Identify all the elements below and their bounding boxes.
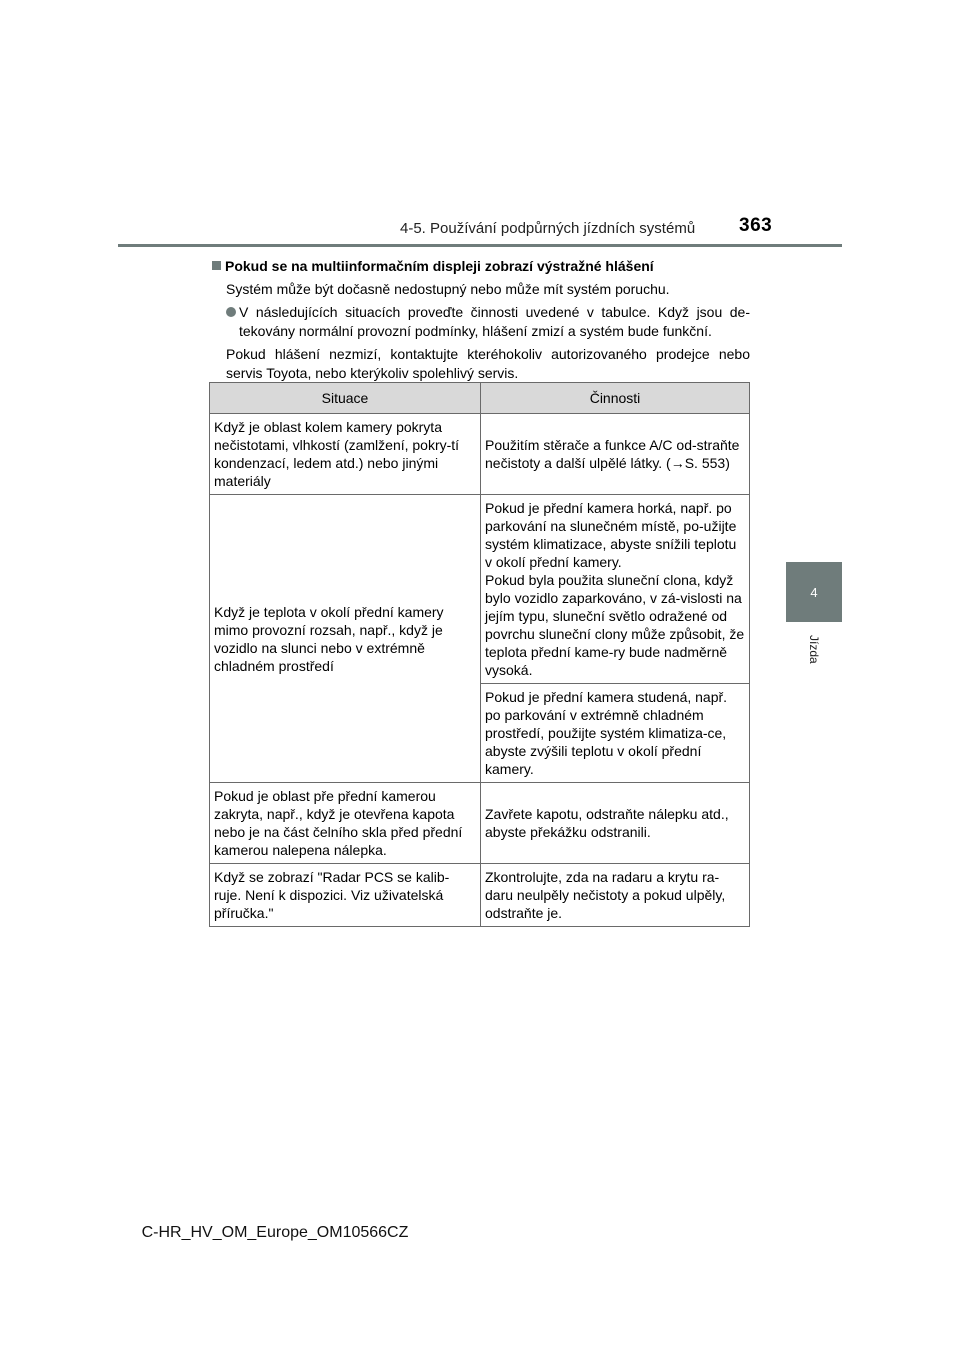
action-text: Pokud byla použita sluneční clona, když bylo vozidlo zaparkováno, v zá-vislosti na jejím typu, sluneční světlo odražené od povrchu sluneční clony může způsobit, že teplota přední kame-ry bude nadměrně vysoká. [485, 572, 745, 678]
bullet-text: V následujících situacích proveďte činnosti uvedené v tabulce. Když jsou de-tekovány normální provozní podmínky, hlášení zmizí a systém bude funkční. [239, 304, 750, 339]
bullet-item [226, 303, 750, 341]
square-bullet-icon [212, 261, 221, 270]
section-heading [212, 257, 750, 276]
situation-action-table [209, 382, 750, 927]
action-cell: Pokud je přední kamera studená, např. po parkování v extrémně chladném prostředí, použijte systém klimatiza-ce, abyste zvýšili teplotu v okolí přední kamery. [481, 684, 750, 783]
action-text: Pokud je přední kamera horká, např. po parkování na slunečném místě, po-užijte systém klimatizace, abyste snížili teplotu v okolí přední kamery. [485, 500, 737, 570]
chapter-label: Jízda [807, 634, 821, 664]
situation-cell: Pokud je oblast pře přední kamerou zakryta, např., když je otevřena kapota nebo je na část čelního skla před přední kamerou nalepena nálepka. [210, 783, 481, 864]
document-code: C-HR_HV_OM_Europe_OM10566CZ [141, 1224, 409, 1241]
table-header-row [210, 383, 750, 414]
table-row [210, 864, 750, 927]
column-header-action: Činnosti [481, 383, 750, 414]
action-cell: Použitím stěrače a funkce A/C od-straňte nečistoty a další ulpělé látky. (→S. 553) [481, 414, 750, 495]
chapter-tab [786, 562, 842, 622]
action-cell: Zkontrolujte, zda na radaru a krytu ra-daru neulpěly nečistoty a pokud ulpěly, odstraňte je. [481, 864, 750, 927]
section-header-title: 4-5. Používání podpůrných jízdních systémů [400, 220, 696, 237]
circle-bullet-icon [226, 307, 236, 317]
header-divider [118, 244, 842, 247]
page-number: 363 [739, 215, 773, 236]
table-row [210, 414, 750, 495]
situation-cell: Když je teplota v okolí přední kamery mimo provozní rozsah, např., když je vozidlo na slunci nebo v extrémně chladném prostředí [210, 495, 481, 783]
section-heading-text: Pokud se na multiinformačním displeji zobrazí výstražné hlášení [225, 258, 654, 274]
table-row [210, 495, 750, 684]
note-paragraph: Pokud hlášení nezmizí, kontaktujte kteréhokoliv autorizovaného prodejce nebo servis Toyota, nebo kterýkoliv spolehlivý servis. [226, 346, 750, 381]
table-row [210, 783, 750, 864]
situation-cell: Když se zobrazí "Radar PCS se kalib-ruje. Není k dispozici. Viz uživatelská příručka." [210, 864, 481, 927]
action-cell [481, 495, 750, 684]
column-header-situation: Situace [210, 383, 481, 414]
chapter-number: 4 [810, 584, 818, 600]
situation-cell: Když je oblast kolem kamery pokryta nečistotami, vlhkostí (zamlžení, pokry-tí kondenzací, ledem atd.) nebo jinými materiály [210, 414, 481, 495]
intro-paragraph: Systém může být dočasně nedostupný nebo může mít systém poruchu. [226, 281, 670, 297]
action-cell: Zavřete kapotu, odstraňte nálepku atd., abyste překážku odstranili. [481, 783, 750, 864]
warning-message-section [210, 257, 750, 383]
